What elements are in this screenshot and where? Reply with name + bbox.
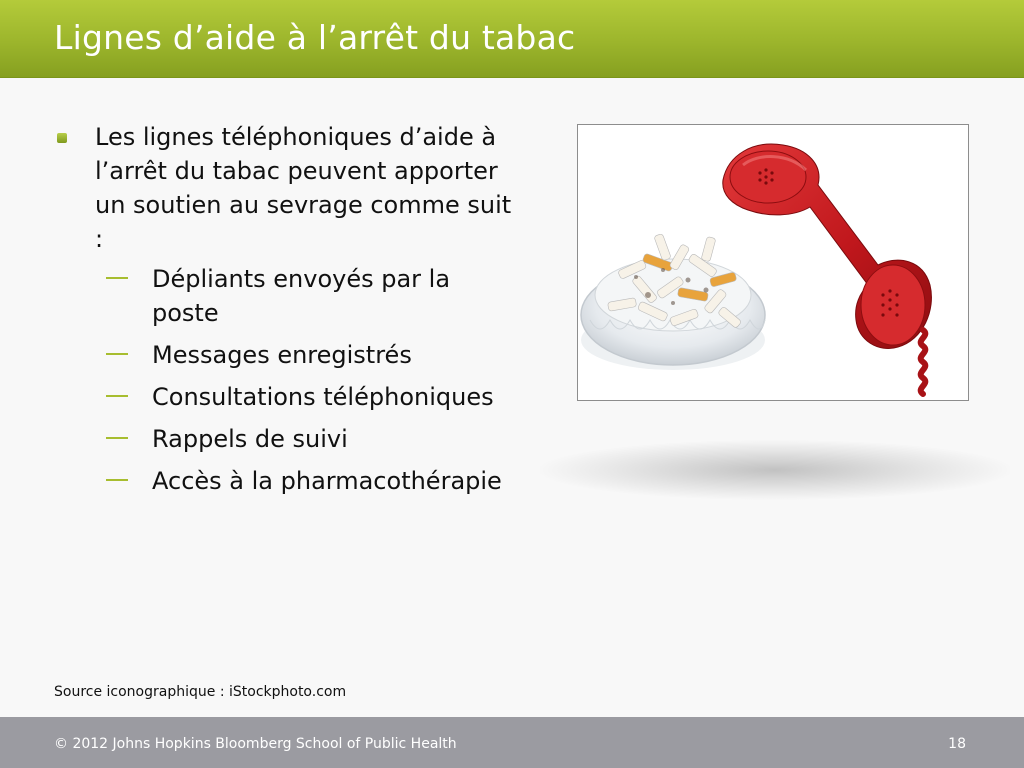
- sub-bullet-item: [54, 380, 514, 414]
- sub-bullet-text: Accès à la pharmacothérapie: [152, 467, 502, 495]
- sub-bullet-item: [54, 422, 514, 456]
- sub-bullet-item: [54, 262, 514, 330]
- image-source-credit: Source iconographique : iStockphoto.com: [54, 684, 347, 700]
- sub-bullet-item: [54, 338, 514, 372]
- footer-bar: [0, 717, 1024, 768]
- dash-bullet-icon: [106, 395, 128, 397]
- main-bullet-text: Les lignes téléphoniques d’aide à l’arrêt du tabac peuvent apporter un soutien au sevrage comme suit :: [95, 123, 512, 253]
- sub-bullet-text: Messages enregistrés: [152, 341, 412, 369]
- sub-bullet-text: Dépliants envoyés par la poste: [152, 265, 451, 327]
- sub-bullet-text: Consultations téléphoniques: [152, 383, 494, 411]
- page-number: 18: [948, 736, 966, 752]
- image-shadow: [540, 440, 1010, 500]
- stock-photo: [577, 124, 969, 401]
- slide-content: [54, 120, 514, 506]
- slide-title: Lignes d’aide à l’arrêt du tabac: [54, 18, 576, 57]
- dash-bullet-icon: [106, 277, 128, 279]
- dash-bullet-icon: [106, 437, 128, 439]
- sub-bullet-list: [54, 262, 514, 498]
- dash-bullet-icon: [106, 353, 128, 355]
- main-bullet: [54, 120, 514, 256]
- copyright-text: © 2012 Johns Hopkins Bloomberg School of Public Health: [54, 736, 457, 752]
- title-bar: [0, 0, 1024, 78]
- sub-bullet-text: Rappels de suivi: [152, 425, 348, 453]
- sub-bullet-item: [54, 464, 514, 498]
- square-bullet-icon: [57, 133, 67, 143]
- dash-bullet-icon: [106, 479, 128, 481]
